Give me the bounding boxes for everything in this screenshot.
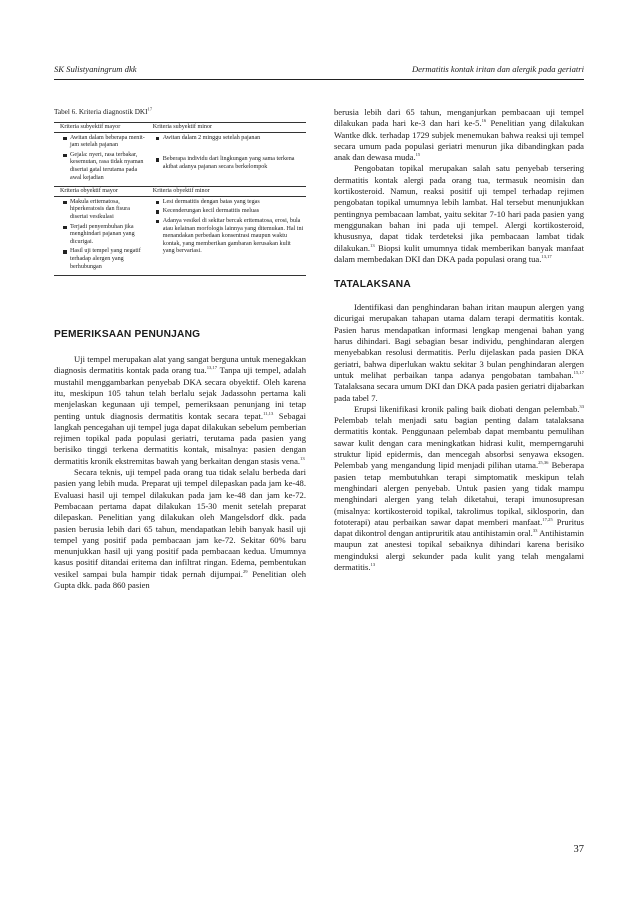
list-item: Awitan dalam 2 minggu setelah pajanan — [163, 135, 304, 143]
paragraph-text: Pelembab telah menjadi satu bagian penting dalam tatalaksana dermatitis kontak. Penggunaan pelembab dapat membantu pemulihan sawar kulit dengan cara meningkatkan hidrasi kulit, memperngaruhi struktur lipid epidermis, dan mencegah absorbsi senyawa eksogen. Pelembab yang mengandung lipid menjadi pilihan utama. — [334, 415, 584, 471]
list-item: Terjadi penyembuhan jika menghindari pajanan yang dicurigai. — [70, 224, 145, 247]
paragraph-text: Erupsi likenifikasi kronik paling baik diobati dengan pelembab. — [354, 403, 580, 414]
paragraph-text: Penelitian yang dilakukan Wantke dkk. terhadap 1729 subjek menemukan bahwa reaksi uji tempel secara umum pada populasi geriatri menurun jika dibandingkan pada anak dan dewasa muda. — [334, 118, 584, 163]
header-title: Dermatitis kontak iritan dan alergik pada geriatri — [411, 64, 584, 74]
citation: 13,17 — [206, 365, 218, 371]
subjective-major-header: Kriteria subyektif mayor — [54, 123, 147, 133]
subjective-minor-header: Kriteria subyektif minor — [147, 123, 306, 133]
objective-minor-header: Kriteria obyektif minor — [147, 187, 306, 197]
paragraph-text: Sebagai langkah pencegahan uji tempel juga dapat dilakukan sebelum pemberian rejimen topikal pada populasi geriatri, terutama pada pasien yang berisiko tinggi terkena dermatitis kontak, misalnya: pasien dengan dermatitis kronik ekstremitas bawah yang berkaitan dengan stasis vena. — [54, 410, 307, 466]
objective-minor-cell — [147, 196, 306, 275]
paragraph-text: Identifikasi dan penghindaran bahan iritan maupun alergen yang dicurigai merupakan tahapan utama dalam terapi dermatitis kontak. Pasien harus mendapatkan informasi lengkap mengenai bahan yang harus dihindari. Bagi sebagian besar individu, penghindaran alergen menyebabkan resolusi dermatitis. Perlu dijelaskan pada pasien DKA geriatri, bahwa diperlukan waktu sekitar 3 bulan penghindaran alergen untuk melihat perbaikan tanpa adanya pengobatan tambahan. — [334, 302, 584, 380]
citation: 15,17 — [573, 370, 584, 376]
list-item: Adanya vesikel di sekitar bercak eritematosa, erosi, bula atau kelainan morfologis lainnya yang ditemukan. Hal ini menandakan perbedaan konsentrasi maupun waktu kontak, yang memberikan gambaran kerusakan kulit yang bervariasi. — [162, 217, 304, 255]
header-authors: SK Sulistyaningrum dkk — [54, 64, 137, 74]
paragraph — [334, 404, 584, 573]
citation: 17,25 — [542, 516, 553, 522]
table-caption-ref: 17 — [147, 106, 153, 112]
table-caption-text: Tabel 6. Kriteria diagnostik DKI — [54, 108, 148, 116]
paragraph-text: Antihistamin maupun zat anestesi topikal sebaiknya dihindari karena berisiko menginduksi alergi sekunder pada kulit yang telah mengalami dermatitis. — [334, 528, 584, 572]
objective-major-header: Kriteria obyektif mayor — [54, 187, 147, 197]
table-header-row — [54, 187, 306, 197]
paragraph-text: Tanpa uji tempel, adalah mustahil menggambarkan penyebab DKA secara obyektif. Oleh karena itu, meskipun 105 tahun telah berlalu sejak Jadassohn pertama kali menjelaskan kegunaan uji tempel, pemeriksaan penunjang ini tetap penting untuk diagnosis dermatitis kontak secara tepat. — [54, 365, 306, 421]
right-column — [334, 107, 584, 573]
citation: 29 — [242, 568, 248, 574]
citation: 11,13 — [263, 410, 274, 416]
paragraph-text: Biopsi kulit umumnya tidak memberikan banyak manfaat dalam membedakan DKI dan DKA pada populasi orang tua. — [334, 242, 584, 264]
citation: 33 — [579, 403, 584, 409]
list-item: Gejala: nyeri, rasa terbakar, kesemutan, rasa tidak nyaman disertai gatal terutama pada awal kejadian — [70, 151, 144, 181]
citation: 13 — [370, 242, 375, 248]
citation: 13 — [370, 562, 376, 568]
section-title-tatalaksana: TATALAKSANA — [334, 279, 411, 291]
subjective-minor-cell — [147, 132, 306, 187]
subjective-major-cell — [54, 132, 147, 187]
list-item: Awitan dalam beberapa menit-jam setelah pajanan — [70, 134, 145, 149]
paragraph — [54, 467, 306, 591]
citation: 15 — [415, 152, 421, 158]
header-rule — [54, 79, 584, 80]
left-column — [54, 108, 306, 591]
paragraph-text: berusia lebih dari 65 tahun, menganjurkan pembacaan uji tempel dilakukan pada hari ke-3 dan hari ke-5. — [334, 107, 584, 129]
paragraph — [334, 107, 584, 163]
running-header — [54, 64, 584, 78]
section-title-pemeriksaan: PEMERIKSAAN PENUNJANG — [54, 329, 201, 341]
paragraph-text: Penelitian oleh Gupta dkk. pada 860 pasien — [54, 568, 306, 591]
paragraph-text: Secara teknis, uji tempel pada orang tua tidak selalu berbeda dari pasien yang lebih muda. Preparat uji tempel dilepaskan pada jam ke-48. Evaluasi hasil uji tempel dilakukan pada jam ke-48 dan jam ke-72. Pembacaan pertama dapat dilakukan 15-30 menit setelah preparat dilepaskan. Penelitian yang dilakukan oleh Mangelsdorf dkk. pada pasien berusia lebih dari 65 tahun, mendapatkan lebih banyak hasil uji tempel yang positif pada pembacaan jam ke-72. Sekitar 60% baru menunjukkan hasil uji yang positif pada pembacaan kedua. Umumnya kasus positif ditandai eritema dan infiltrat ringan. Edema, pembentukan vesikel sampai bula hampir tidak pernah dijumpai. — [54, 467, 306, 579]
criteria-table — [54, 122, 306, 276]
objective-major-cell — [54, 196, 147, 275]
paragraph — [54, 354, 306, 467]
paragraph — [334, 302, 584, 404]
table-caption — [54, 108, 306, 116]
citation: 33 — [532, 528, 538, 534]
citation: 25,36 — [538, 460, 549, 466]
paragraph-text: Pruritus dapat dikontrol dengan antipruritik atau antihistamin oral. — [334, 516, 584, 539]
paragraph-text: Tatalaksana secara umum DKI dan DKA pada pasien geriatri dijabarkan pada tabel 7. — [334, 381, 584, 403]
paragraph — [334, 163, 584, 265]
citation: 13,17 — [541, 254, 552, 259]
citation: 13 — [300, 455, 305, 461]
table-row — [54, 132, 306, 187]
list-item: Hasil uji tempel yang negatif terhadap alergen yang berhubungan — [70, 248, 145, 271]
paragraph-text: Pengobatan topikal merupakan salah satu penyebab tersering dermatitis kontak alergi pada orang tua, termasuk neomisin dan kortikosteroid. Namun, reaksi positif uji tempel terhadap rejimen pengobatan topikal umumnya lebih lambat. Hal tersebut menunjukkan pentingnya pembacaan lambat, yaitu sekitar 7-10 hari pada pasien yang menggunakan bahan ini pada uji tempel. Alergi kortikosteroid, khususnya, dapat tidak terdeteksi jika pembacaan lambat tidak dilakukan. — [334, 163, 584, 253]
list-item: Beberapa individu dari lingkungan yang sama terkena akibat adanya pajanan secara berkelompok — [163, 156, 304, 171]
page-number: 37 — [573, 844, 584, 855]
citation: 16 — [481, 118, 487, 124]
table-header-row — [54, 123, 306, 133]
list-item: Makula eritematosa, hiperkeratosis dan fisura disertai vesikulasi — [70, 199, 145, 222]
list-item: Lesi dermatitis dengan batas yang tegas — [163, 199, 304, 207]
paragraph-text: Uji tempel merupakan alat yang sangat berguna untuk menegakkan diagnosis dermatitis kontak pada orang tua. — [54, 354, 306, 376]
table-row — [54, 196, 306, 275]
list-item: Kecenderungan kecil dermatitis meluas — [163, 208, 304, 216]
paragraph-text: Beberapa pasien tetap membutuhkan terapi simptomatik meskipun telah menghindari alergen penyebab. Untuk pasien yang tidak mampu menghindari alergen yang telah diketahui, terapi imunosupresan (misalnya: kortikosteroid topikal, takrolimus topikal, siklosporin, dan fototerapi) atau perbaikan sawar dapat memberi manfaat. — [334, 460, 585, 527]
